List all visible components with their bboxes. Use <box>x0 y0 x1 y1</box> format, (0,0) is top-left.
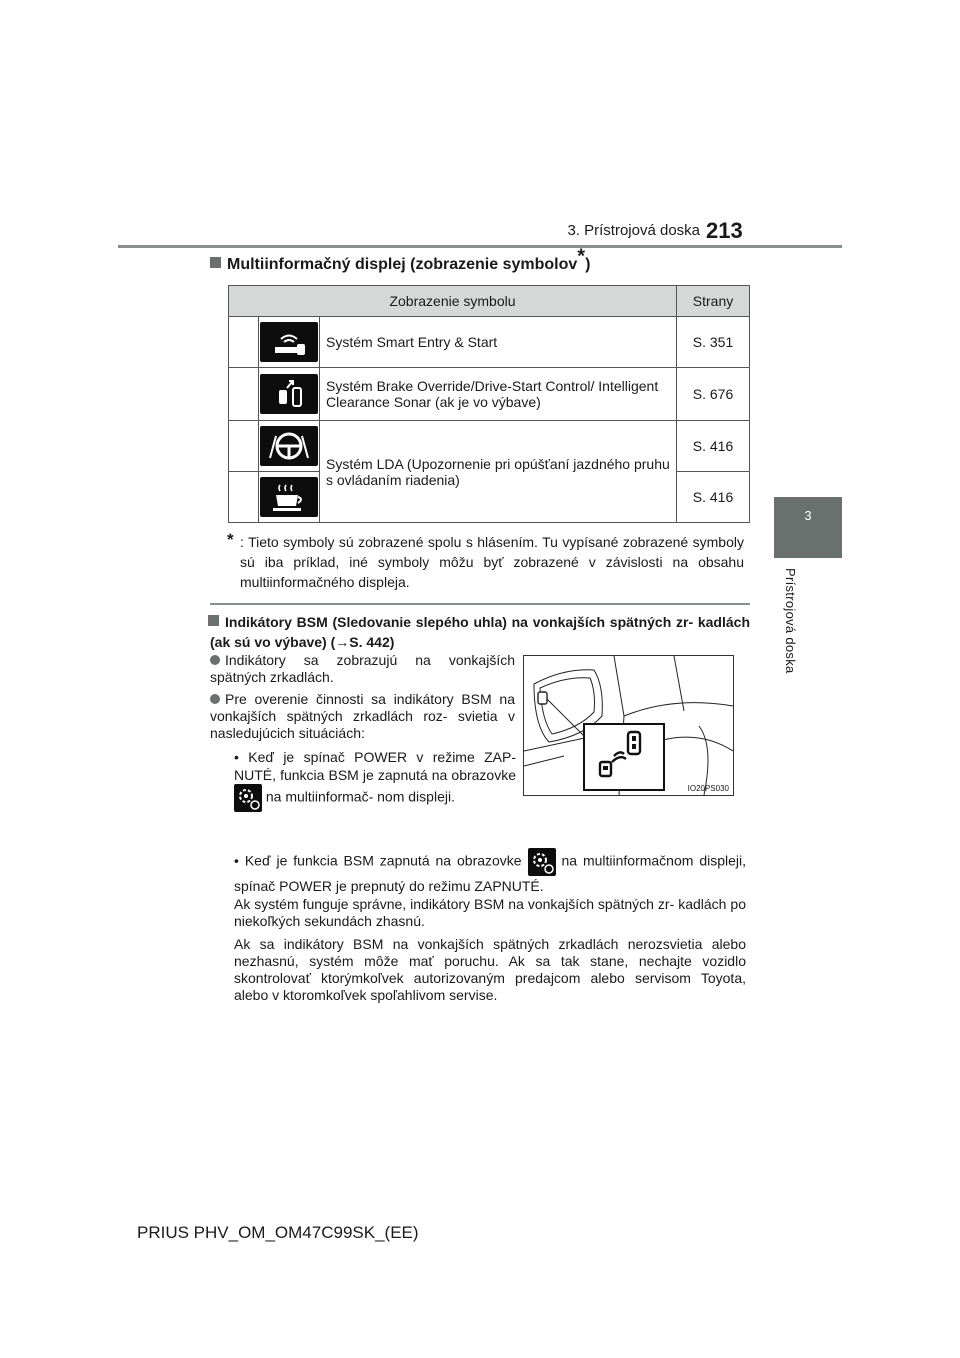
header-symbol: Zobrazenie symbolu <box>229 286 677 317</box>
row-text: Systém Smart Entry & Start <box>320 317 677 368</box>
mirror-line-drawing <box>524 656 733 795</box>
square-bullet-icon <box>208 615 219 626</box>
table-footnote <box>228 532 744 592</box>
coffee-cup-icon <box>260 477 318 517</box>
bsm-sub-item-1 <box>234 748 516 812</box>
bsm-bullet-1 <box>210 652 515 686</box>
chapter-tab <box>774 497 842 558</box>
row-text: Systém Brake Override/Drive-Start Control/ Intelligent Clearance Sonar (ak je vo výbave) <box>320 368 677 421</box>
bsm-settings-icon <box>528 848 556 876</box>
header-rule <box>118 245 842 248</box>
row-page: S. 416 <box>677 472 750 523</box>
running-header-section: 3. Prístrojová doska <box>567 222 700 239</box>
bsm-paragraph-2: Ak sa indikátory BSM na vonkajších spätných zrkadlách nerozsvietia alebo nezhasnú, systém môže mať poruchu. Ak sa tak stane, nechajte vozidlo skontrolovať ktorýmkoľvek autorizovaným predajcom alebo servisom Toyota, alebo v ktoromkoľvek spoľahlivom servise. <box>234 936 746 1003</box>
table-row <box>229 317 750 368</box>
smart-entry-key-icon <box>260 322 318 362</box>
bsm-bullet-2-text: Pre overenie činnosti sa indikátory BSM na vonkajších spätných zrkadlách roz- svietia v nasledujúcich situáciách: <box>210 691 515 741</box>
header-pages: Strany <box>677 286 750 317</box>
table-row <box>229 368 750 421</box>
page-number: 213 <box>706 218 743 243</box>
table-row <box>229 421 750 472</box>
brake-override-pedal-icon <box>260 374 318 414</box>
bsm-heading-text: Indikátory BSM (Sledovanie slepého uhla) na vonkajších spätných zr- kadlách (ak sú vo výbave) (→S. 442) <box>210 614 750 650</box>
bsm-bullet-1-text: Indikátory sa zobrazujú na vonkajších spätných zrkadlách. <box>210 652 515 685</box>
section-heading-text: Multiinformačný displej (zobrazenie symbolov <box>227 256 578 273</box>
bsm-sub-2-b: na multiinformačnom displeji, spínač POWER je prepnutý do režimu ZAPNUTÉ. <box>234 852 747 894</box>
table-header-row <box>229 286 750 317</box>
bsm-bullet-2 <box>210 691 515 742</box>
bsm-sub-item-2 <box>234 848 746 896</box>
square-bullet-icon <box>210 257 221 268</box>
row-page: S. 676 <box>677 368 750 421</box>
figure-code: IO20PS030 <box>687 784 729 793</box>
chapter-tab-label: Prístrojová doska <box>783 568 798 674</box>
bsm-sub-2-a: • Keď je funkcia BSM zapnutá na obrazovke <box>234 852 522 869</box>
round-bullet-icon <box>210 694 220 704</box>
mirror-illustration <box>523 655 734 796</box>
row-page: S. 351 <box>677 317 750 368</box>
bsm-heading <box>210 612 750 652</box>
footer-document-id: PRIUS PHV_OM_OM47C99SK_(EE) <box>137 1223 419 1242</box>
section-heading <box>210 245 591 274</box>
chapter-tab-number: 3 <box>804 508 812 523</box>
bsm-sub-1-b: na multiinformač- nom displeji. <box>265 788 455 805</box>
section-heading-close: ) <box>585 256 591 273</box>
steering-wheel-icon <box>260 426 318 466</box>
round-bullet-icon <box>210 655 220 665</box>
bsm-paragraph-1: Ak systém funguje správne, indikátory BSM na vonkajších spätných zr- kadlách po niekoľkých sekundách zhasnú. <box>234 896 746 929</box>
footnote-text: : Tieto symboly sú zobrazené spolu s hlásením. Tu vypísané zobrazené symboly sú iba príklad, iné symboly môžu byť zobrazené v závislosti na obsahu multiinformačného displeja. <box>240 534 744 590</box>
bsm-sub-1-a: • Keď je spínač POWER v režime ZAP- NUTÉ, funkcia BSM je zapnutá na obrazovke <box>234 749 516 783</box>
row-text: Systém LDA (Upozornenie pri opúšťaní jazdného pruhu s ovládaním riadenia) <box>320 421 677 523</box>
footnote-mark: * <box>227 530 234 549</box>
section-heading-star: * <box>577 245 586 268</box>
symbol-table <box>228 285 750 523</box>
bsm-settings-icon <box>234 784 262 812</box>
row-page: S. 416 <box>677 421 750 472</box>
section-divider <box>210 603 750 605</box>
